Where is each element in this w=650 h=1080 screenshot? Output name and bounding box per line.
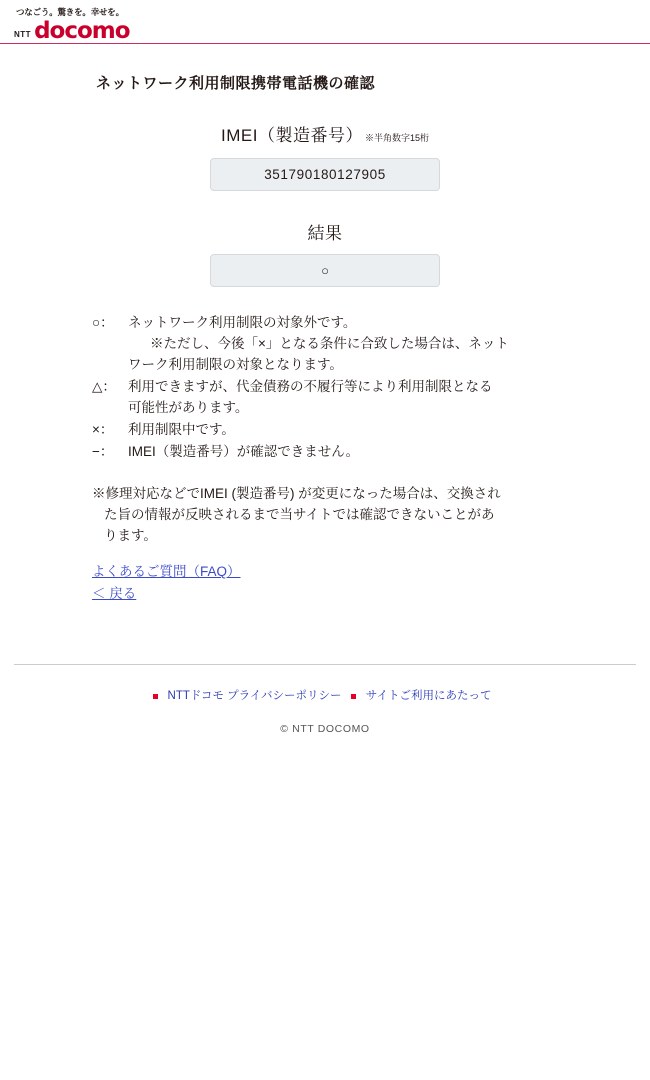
page-title: ネットワーク利用制限携帯電話機の確認 (96, 75, 376, 92)
result-value-box: ○ (210, 254, 440, 287)
note-line: ります。 (104, 528, 157, 544)
legend-subtext: ※ただし、今後「×」となる条件に合致した場合は、ネット (150, 335, 509, 351)
docomo-logo-text: docomo (34, 18, 130, 44)
link-list (92, 561, 650, 604)
footer-divider (14, 664, 636, 665)
legend-text: ネットワーク利用制限の対象外です。 (128, 315, 357, 330)
legend-text: IMEI（製造番号）が確認できません。 (128, 443, 360, 459)
legend-item (92, 377, 562, 419)
result-label: 結果 (307, 224, 343, 243)
terms-of-use-link[interactable]: サイトご利用にあたって (365, 690, 492, 703)
legend-item (92, 313, 562, 376)
imei-change-note (92, 484, 560, 547)
copyright-text: © NTT DOCOMO (280, 723, 370, 736)
legend-list (92, 313, 562, 462)
square-bullet-icon (153, 694, 158, 699)
legend-symbol: ×： (92, 421, 114, 437)
ntt-logo-text: NTT (14, 30, 32, 39)
imei-value-box: 351790180127905 (210, 158, 440, 191)
square-bullet-icon (351, 694, 356, 699)
site-header (0, 0, 650, 44)
legend-symbol: ○： (92, 315, 114, 330)
legend-subtext: 可能性があります。 (128, 399, 249, 415)
note-line: た旨の情報が反映されるまで当サイトでは確認できないことがあ (104, 507, 495, 523)
imei-format-note: ※半角数字15桁 (364, 132, 429, 143)
legend-symbol: −： (92, 443, 114, 459)
note-line: ※修理対応などでIMEI (製造番号) が変更になった場合は、交換され (92, 486, 501, 502)
legend-text: 利用できますが、代金債務の不履行等により利用制限となる (128, 378, 493, 394)
faq-link[interactable]: よくあるご質問（FAQ） (92, 564, 241, 580)
legend-text: 利用制限中です。 (128, 421, 235, 437)
imei-field-block (0, 121, 650, 191)
legend-subtext: ワーク利用制限の対象となります。 (128, 356, 343, 372)
brand-tagline: つなごう。驚きを。幸せを。 (16, 7, 124, 17)
legend-item (92, 420, 562, 441)
legend-item (92, 442, 562, 463)
privacy-policy-link[interactable]: NTTドコモ プライバシーポリシー (167, 690, 342, 703)
imei-label: IMEI（製造番号） (221, 126, 363, 145)
back-link[interactable]: ＜ 戻る (92, 585, 137, 601)
result-block (0, 219, 650, 287)
legend-symbol: △： (92, 378, 116, 394)
main-content (0, 72, 650, 604)
docomo-logo[interactable] (14, 20, 650, 43)
footer-links (0, 687, 650, 703)
